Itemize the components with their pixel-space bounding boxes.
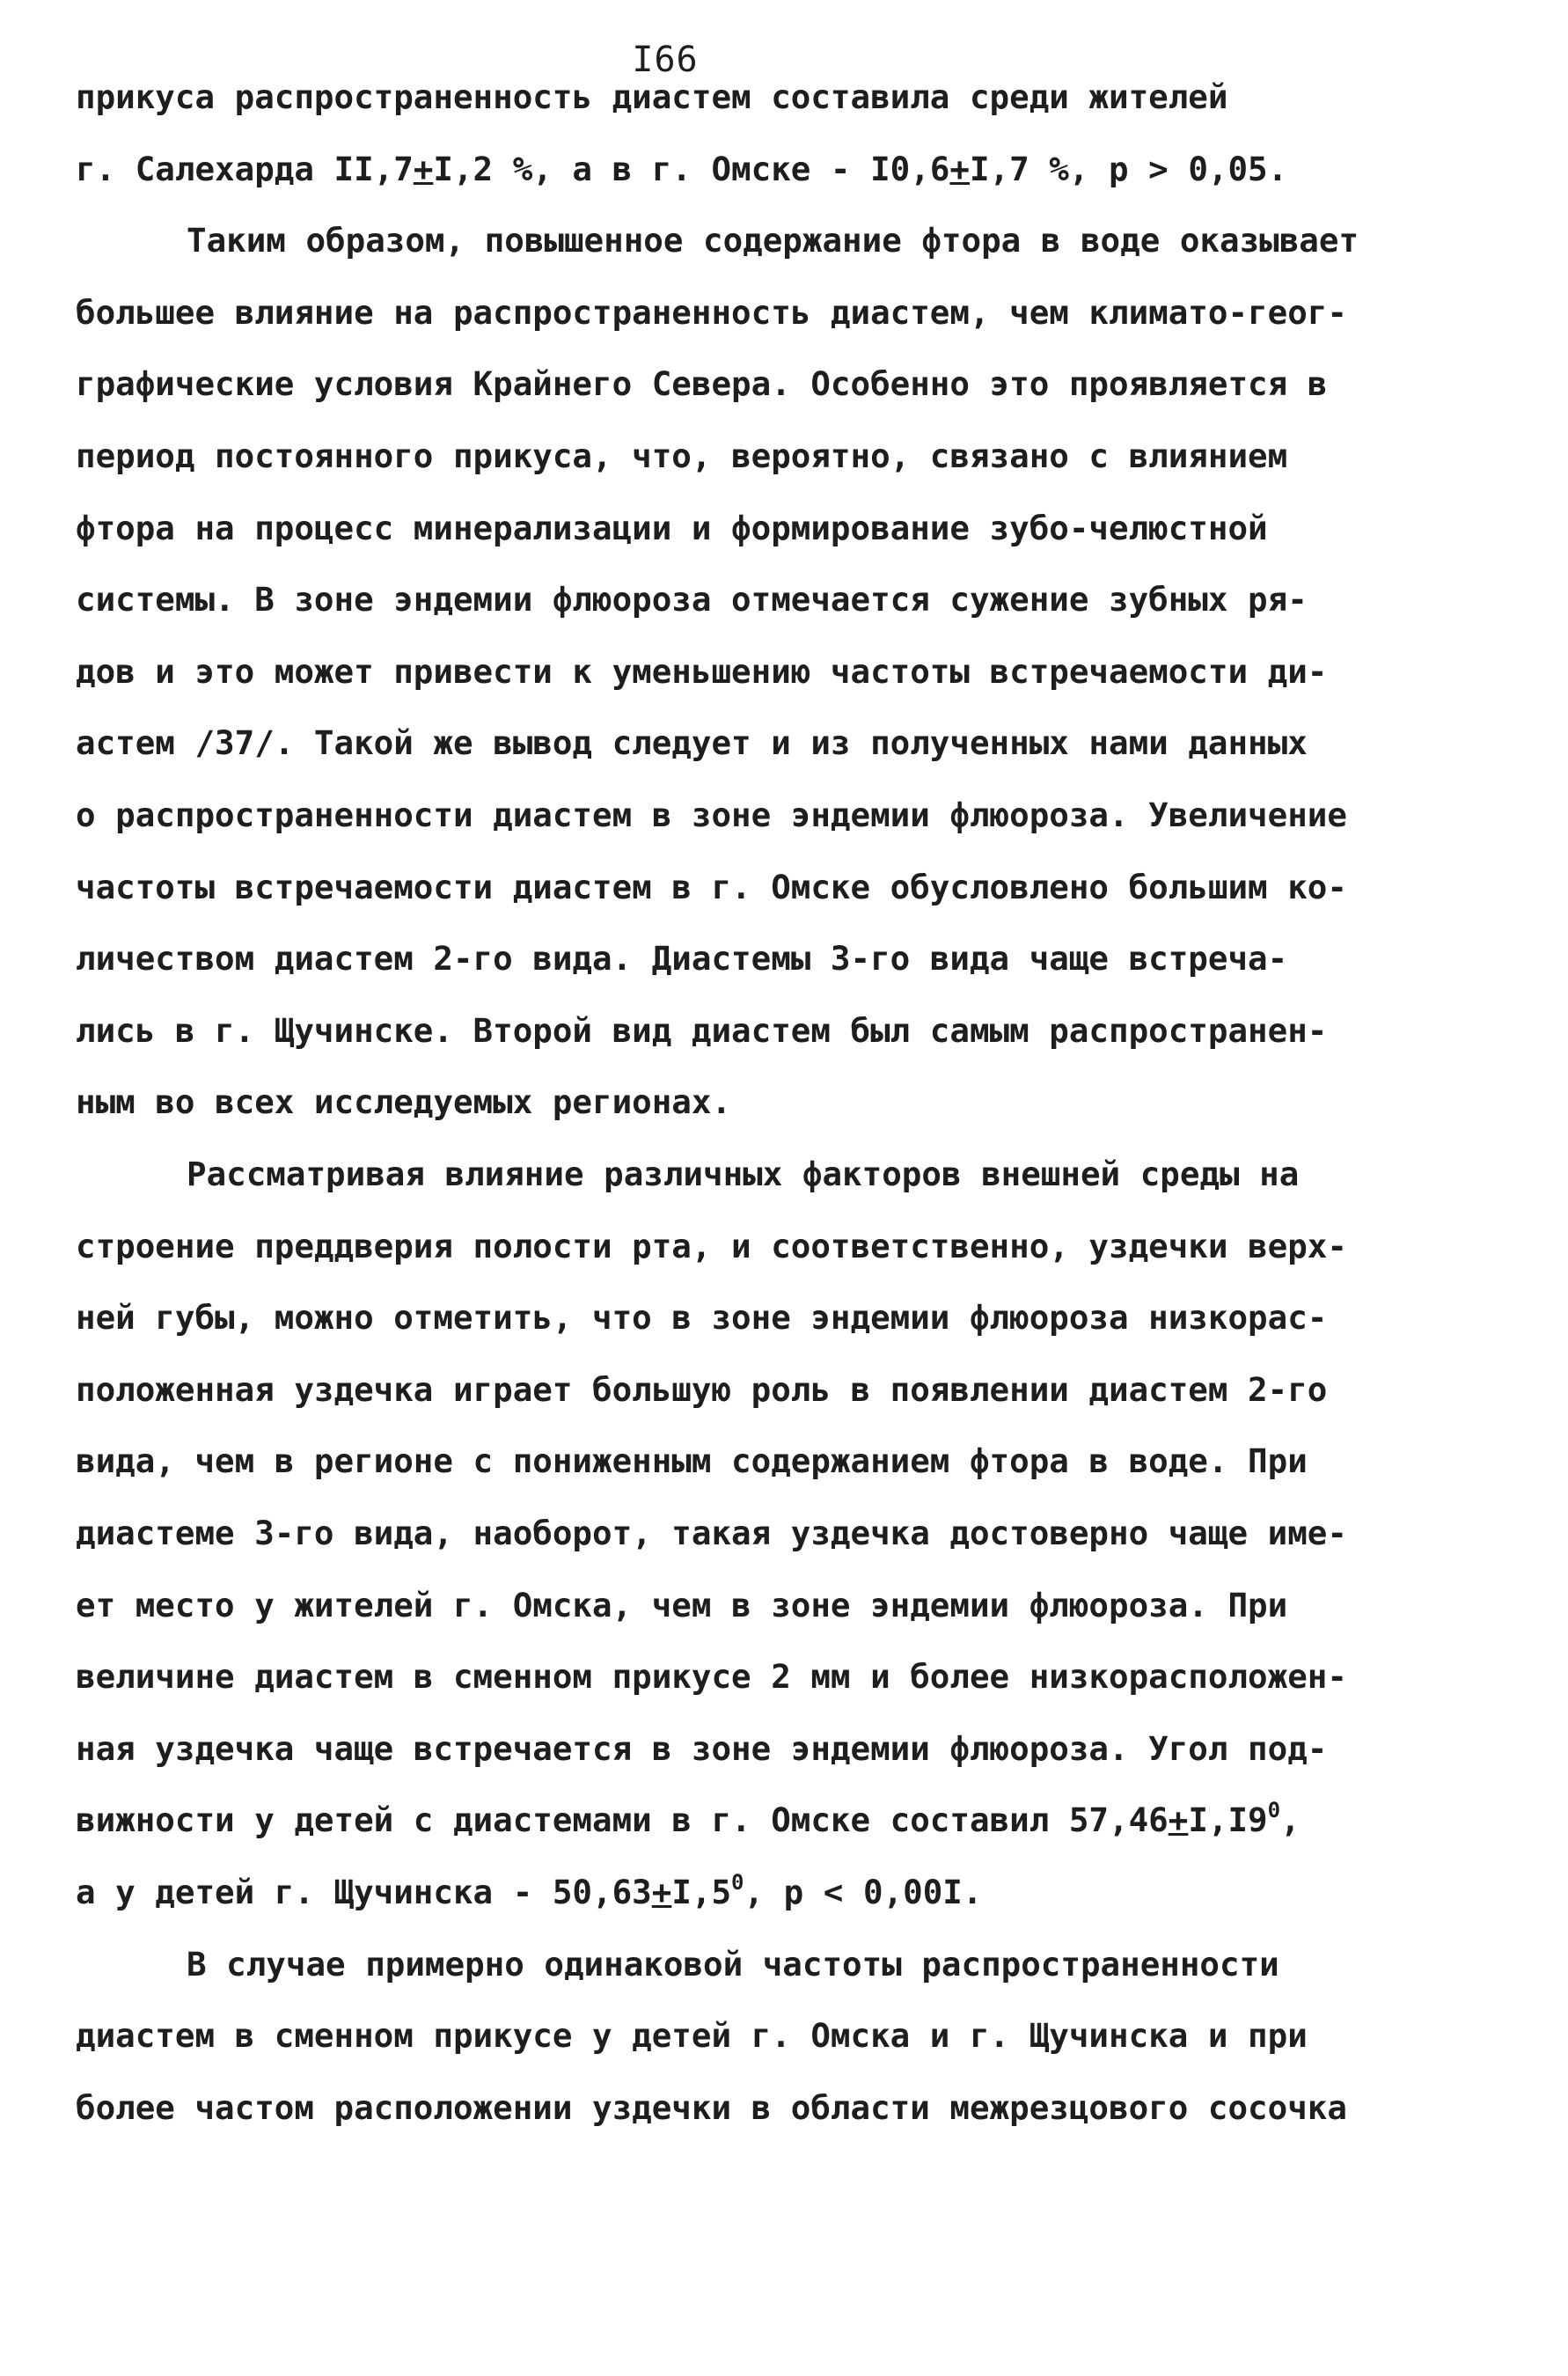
text-segment: о распространенности диастем в зоне эндемии флюороза. Увеличение — [76, 796, 1347, 834]
text-line — [76, 1866, 982, 1918]
text-segment: диастеме 3-го вида, наоборот, такая уздечка достоверно чаще име- — [76, 1514, 1347, 1552]
text-line — [76, 1291, 1327, 1344]
text-line — [76, 1075, 731, 1128]
text-segment: В случае примерно одинаковой частоты распространенности — [187, 1944, 1279, 1984]
text-segment: фтора на процесс минерализации и формирование зубо-челюстной — [76, 508, 1268, 547]
text-segment: а у детей г. Щучинска - 50,63 — [76, 1873, 652, 1911]
plus-minus-sign: + — [651, 1873, 672, 1911]
page-number: I66 — [632, 40, 699, 80]
text-segment: , р < 0,00I. — [744, 1873, 983, 1911]
text-segment: I,7 %, р > 0,05. — [969, 149, 1288, 188]
text-line — [76, 1793, 1301, 1846]
text-line — [76, 143, 1287, 195]
text-line — [76, 1363, 1327, 1416]
text-segment: вида, чем в регионе с пониженным содержанием фтора в воде. При — [76, 1441, 1308, 1481]
text-line — [76, 573, 1308, 626]
text-line — [76, 788, 1347, 841]
text-line — [76, 1650, 1347, 1703]
text-segment: I,I9 — [1188, 1800, 1268, 1840]
text-segment: диастем в сменном прикусе у детей г. Омска и г. Щучинска и при — [76, 2016, 1308, 2056]
degree-superscript: 0 — [731, 1870, 744, 1895]
text-line — [187, 1938, 1279, 1991]
text-segment: ет место у жителей г. Омска, чем в зоне эндемии флюороза. При — [76, 1585, 1288, 1624]
text-segment: положенная уздечка играет большую роль в появлении диастем 2-го — [76, 1369, 1328, 1409]
plus-minus-sign: + — [413, 149, 434, 188]
plus-minus-sign: + — [949, 149, 970, 188]
text-line — [76, 357, 1327, 410]
text-line — [187, 214, 1359, 267]
text-segment: величине диастем в сменном прикусе 2 мм и более низкорасположен- — [76, 1657, 1347, 1697]
text-line — [76, 932, 1287, 985]
text-segment: большее влияние на распространенность диастем, чем климато-геог- — [76, 292, 1347, 332]
text-line — [76, 645, 1327, 698]
text-segment: , — [1280, 1800, 1301, 1840]
text-segment: I,5 — [671, 1873, 732, 1911]
text-segment: частоты встречаемости диастем в г. Омске обусловлено большим ко- — [76, 867, 1347, 906]
text-line — [76, 2081, 1347, 2134]
text-segment: I,2 %, а в г. Омске - I0,6 — [433, 149, 950, 188]
text-segment: ней губы, можно отметить, что в зоне эндемии флюороза низкорас- — [76, 1298, 1328, 1338]
text-line — [76, 1434, 1308, 1487]
text-line — [76, 1579, 1287, 1632]
text-line — [76, 2009, 1308, 2062]
text-segment: Таким образом, повышенное содержание фтора в воде оказывает — [187, 221, 1359, 260]
text-segment: г. Салехарда II,7 — [76, 149, 414, 188]
text-segment: лись в г. Щучинске. Второй вид диастем был самым распространен- — [76, 1010, 1328, 1050]
text-segment: личеством диастем 2-го вида. Диастемы 3-го вида чаще встреча- — [76, 939, 1288, 979]
text-line — [76, 1507, 1347, 1559]
text-line — [76, 1004, 1327, 1057]
text-line — [76, 70, 1227, 123]
text-segment: Рассматривая влияние различных факторов внешней среды на — [187, 1155, 1300, 1193]
text-segment: более частом расположении уздечки в области межрезцового сосочка — [76, 2087, 1347, 2127]
text-segment: астем /37/. Такой же вывод следует и из полученных нами данных — [76, 723, 1308, 763]
plus-minus-sign: + — [1168, 1800, 1189, 1840]
text-line — [76, 429, 1287, 482]
text-segment: период постоянного прикуса, что, вероятно, связано с влиянием — [76, 436, 1288, 475]
text-segment: вижности у детей с диастемами в г. Омске составил 57,46 — [76, 1800, 1169, 1840]
text-segment: прикуса распространенность диастем составила среди жителей — [76, 77, 1228, 116]
text-line — [187, 1148, 1299, 1200]
text-segment: строение преддверия полости рта, и соответственно, уздечки верх- — [76, 1226, 1347, 1265]
text-segment: графические условия Крайнего Севера. Особенно это проявляется в — [76, 364, 1328, 404]
text-segment: ным во всех исследуемых регионах. — [76, 1082, 732, 1122]
text-line — [76, 502, 1268, 554]
text-line — [76, 861, 1347, 913]
text-line — [76, 716, 1308, 769]
text-segment: системы. В зоне эндемии флюороза отмечается сужение зубных ря- — [76, 580, 1308, 620]
text-line — [76, 1722, 1327, 1775]
text-segment: ная уздечка чаще встречается в зоне эндемии флюороза. Угол под- — [76, 1728, 1328, 1768]
degree-superscript: 0 — [1267, 1798, 1281, 1823]
text-line — [76, 286, 1347, 339]
text-line — [76, 1220, 1347, 1272]
text-segment: дов и это может привести к уменьшению частоты встречаемости ди- — [76, 651, 1328, 691]
